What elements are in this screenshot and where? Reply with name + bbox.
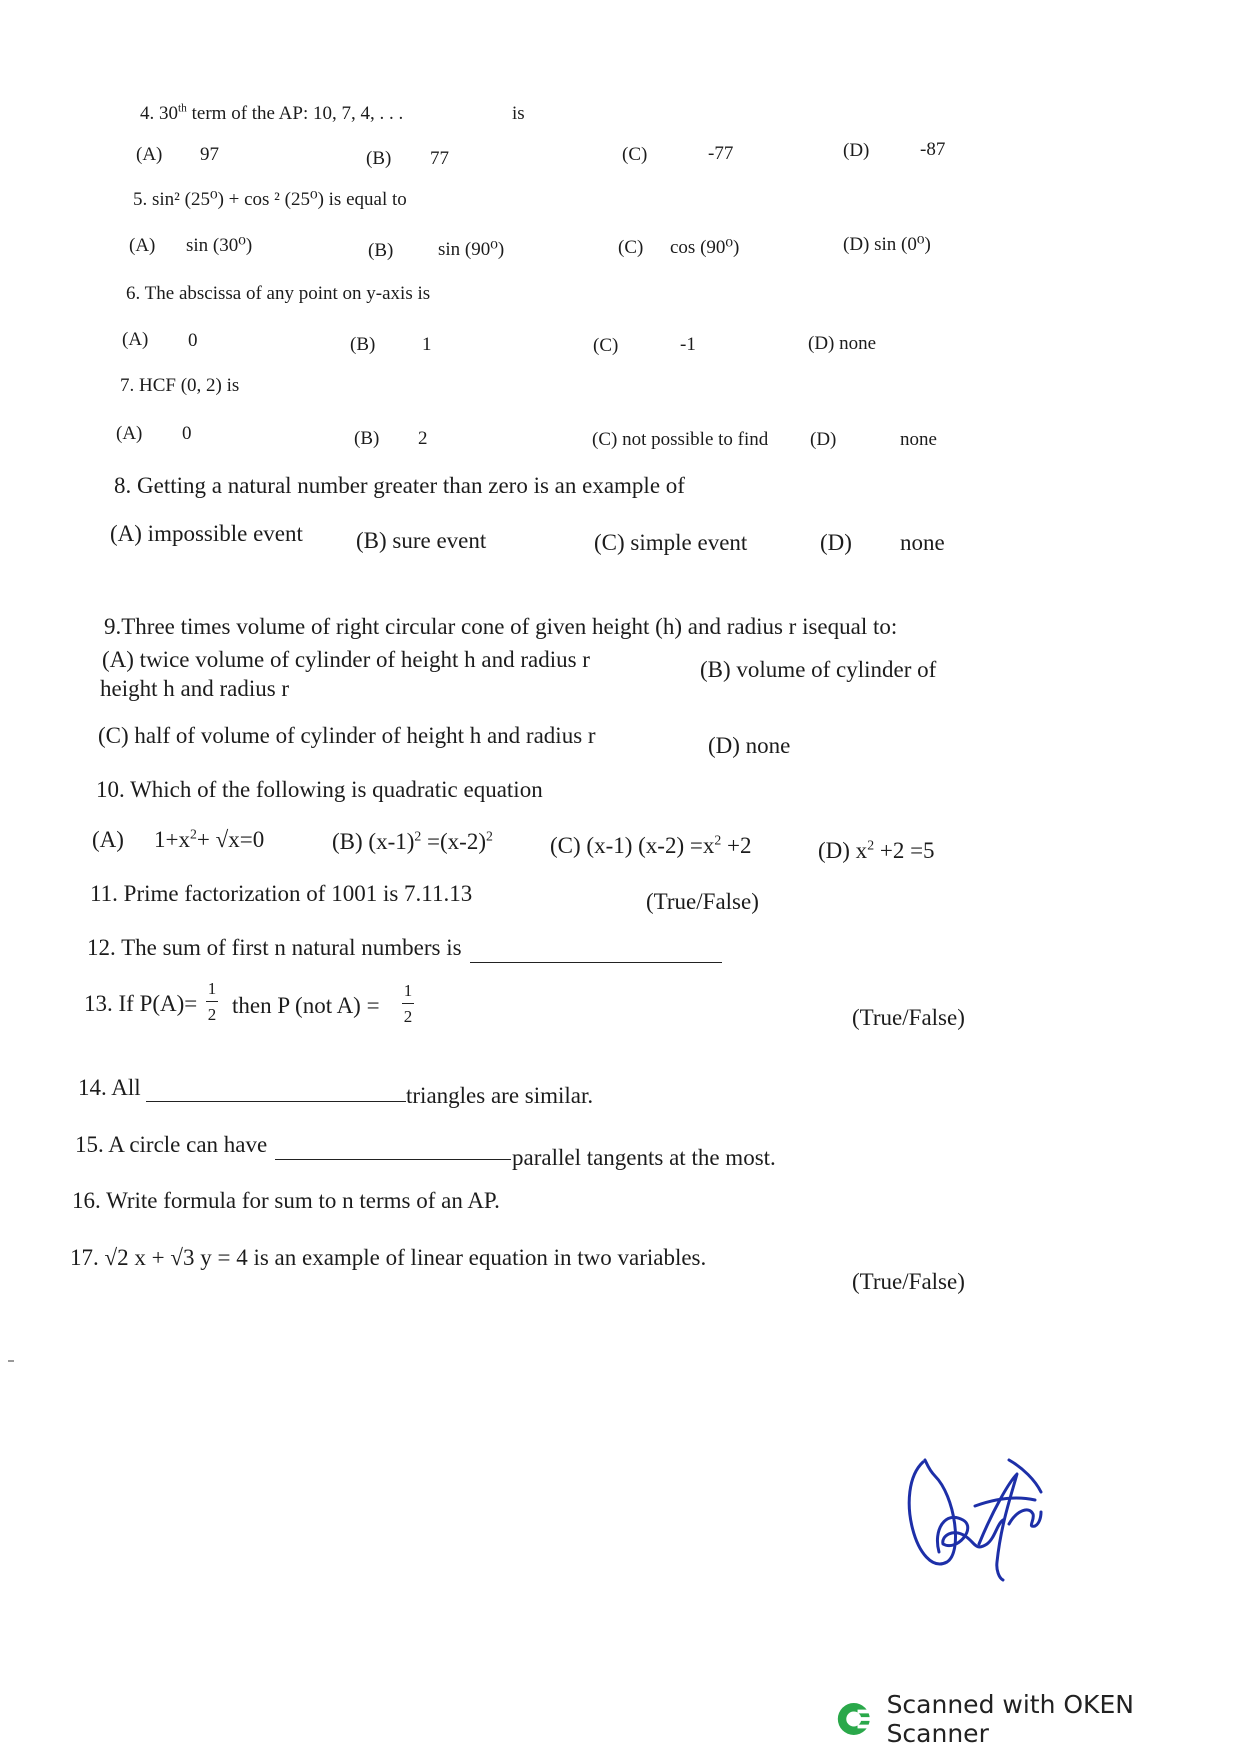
option-a-text: sin (30⁰) — [186, 235, 253, 256]
option-c-text: (C) simple event — [594, 530, 748, 555]
option-a-text: 0 — [188, 330, 198, 351]
option-b-label: (B) — [368, 240, 394, 261]
option-d-text: -87 — [920, 139, 946, 160]
option-d-text: (D) none — [708, 733, 791, 758]
question-10-stem: 10. Which of the following is quadratic equation — [96, 777, 543, 802]
answer-type-label: (True/False) — [852, 1269, 965, 1294]
option-b-label: (B) — [350, 334, 376, 355]
fraction-one-half: 1 2 — [403, 981, 413, 1026]
option-b-label: (B) — [366, 148, 392, 169]
question-7-stem: 7. HCF (0, 2) is — [120, 375, 240, 396]
answer-type-label: (True/False) — [852, 1005, 965, 1030]
answer-blank[interactable] — [146, 1101, 406, 1102]
option-a-text: 0 — [182, 423, 192, 444]
option-b-label: (B) — [354, 428, 380, 449]
question-14-stem-continued: triangles are similar. — [406, 1083, 594, 1108]
question-4-stem-end: is — [512, 103, 525, 124]
question-16-stem: 16. Write formula for sum to n terms of an AP. — [72, 1188, 500, 1213]
option-a-text: 97 — [200, 144, 219, 165]
answer-blank[interactable] — [275, 1159, 511, 1160]
option-b-text: sin (90⁰) — [438, 239, 505, 260]
option-b-text: (B) sure event — [356, 528, 487, 553]
answer-type-label: (True/False) — [646, 889, 759, 914]
option-d-text: none — [900, 530, 945, 555]
option-a-label: (A) — [116, 423, 143, 444]
option-a-label: (A) — [122, 329, 149, 350]
question-15-stem: 15. A circle can have — [75, 1132, 268, 1157]
option-c-text: -77 — [708, 143, 734, 164]
question-11-stem: 11. Prime factorization of 1001 is 7.11.13 — [90, 881, 473, 906]
question-13-stem: 13. If P(A)= — [84, 991, 198, 1016]
option-a-label: (A) — [92, 827, 124, 852]
option-c-label: (C) — [622, 144, 648, 165]
scan-artifact — [8, 1360, 14, 1362]
oken-scanner-logo-icon — [835, 1700, 873, 1738]
question-14-stem: 14. All — [78, 1075, 141, 1100]
option-b-text: (B) $(x-1)^2 =(x-2)^2$ — [332, 828, 493, 854]
option-c-text: (C) half of volume of cylinder of height h and radius r — [98, 723, 596, 748]
scanner-watermark-text: Scanned with OKEN Scanner — [886, 1690, 1134, 1748]
option-a-label: (A) — [136, 144, 163, 165]
question-8-stem: 8. Getting a natural number greater than zero is an example of — [114, 473, 685, 498]
option-b-text: 2 — [418, 428, 428, 449]
question-6-stem: 6. The abscissa of any point on y-axis is — [126, 283, 431, 304]
question-15-stem-continued: parallel tangents at the most. — [512, 1145, 776, 1170]
handwritten-signature — [905, 1440, 1055, 1590]
answer-blank[interactable] — [470, 962, 722, 963]
option-d-text: none — [900, 429, 937, 450]
option-c-label: (C) — [593, 335, 619, 356]
option-b-text: 1 — [422, 334, 432, 355]
option-b-text-continued: height h and radius r — [100, 676, 290, 701]
option-a-text: (A) impossible event — [110, 521, 303, 546]
option-d-text: (D) $x^2 +2 =5$ — [818, 837, 935, 863]
question-12-stem: 12. The sum of first n natural numbers is — [87, 935, 462, 960]
option-d-text: (D) sin (0⁰) — [843, 234, 931, 255]
option-a-text: (A) twice volume of cylinder of height h and radius r — [102, 647, 590, 672]
question-9-stem: 9.Three times volume of right circular cone of given height (h) and radius r isequal to: — [104, 614, 898, 639]
option-a-text: $1+x^2+ √x=0$ — [154, 826, 265, 852]
option-b-text: (B) volume of cylinder of — [700, 657, 937, 682]
option-d-text: (D) none — [808, 333, 877, 354]
option-c-text: -1 — [680, 334, 696, 355]
option-c-text: (C) (x-1) $(x-2) =x^2 +2$ — [550, 832, 752, 858]
question-4-stem: 4. 30th term of the AP: 10, 7, 4, . . . — [140, 102, 404, 124]
option-a-label: (A) — [129, 235, 156, 256]
scanner-watermark — [835, 1690, 1240, 1748]
option-d-label: (D) — [820, 530, 852, 555]
option-c-label: (C) — [618, 237, 644, 258]
question-5-stem: 5. sin² (25⁰) + cos ² (25⁰) is equal to — [133, 189, 407, 210]
fraction-one-half: 1 2 — [207, 979, 217, 1024]
option-c-text: cos (90⁰) — [670, 237, 740, 258]
option-d-label: (D) — [810, 429, 837, 450]
question-17-stem: 17. √2 x + √3 y = 4 is an example of linear equation in two variables. — [70, 1245, 707, 1270]
option-c-text: (C) not possible to find — [592, 429, 769, 450]
option-b-text: 77 — [430, 148, 449, 169]
option-d-label: (D) — [843, 140, 870, 161]
question-13-stem-continued: then P (not A) = — [232, 993, 380, 1018]
